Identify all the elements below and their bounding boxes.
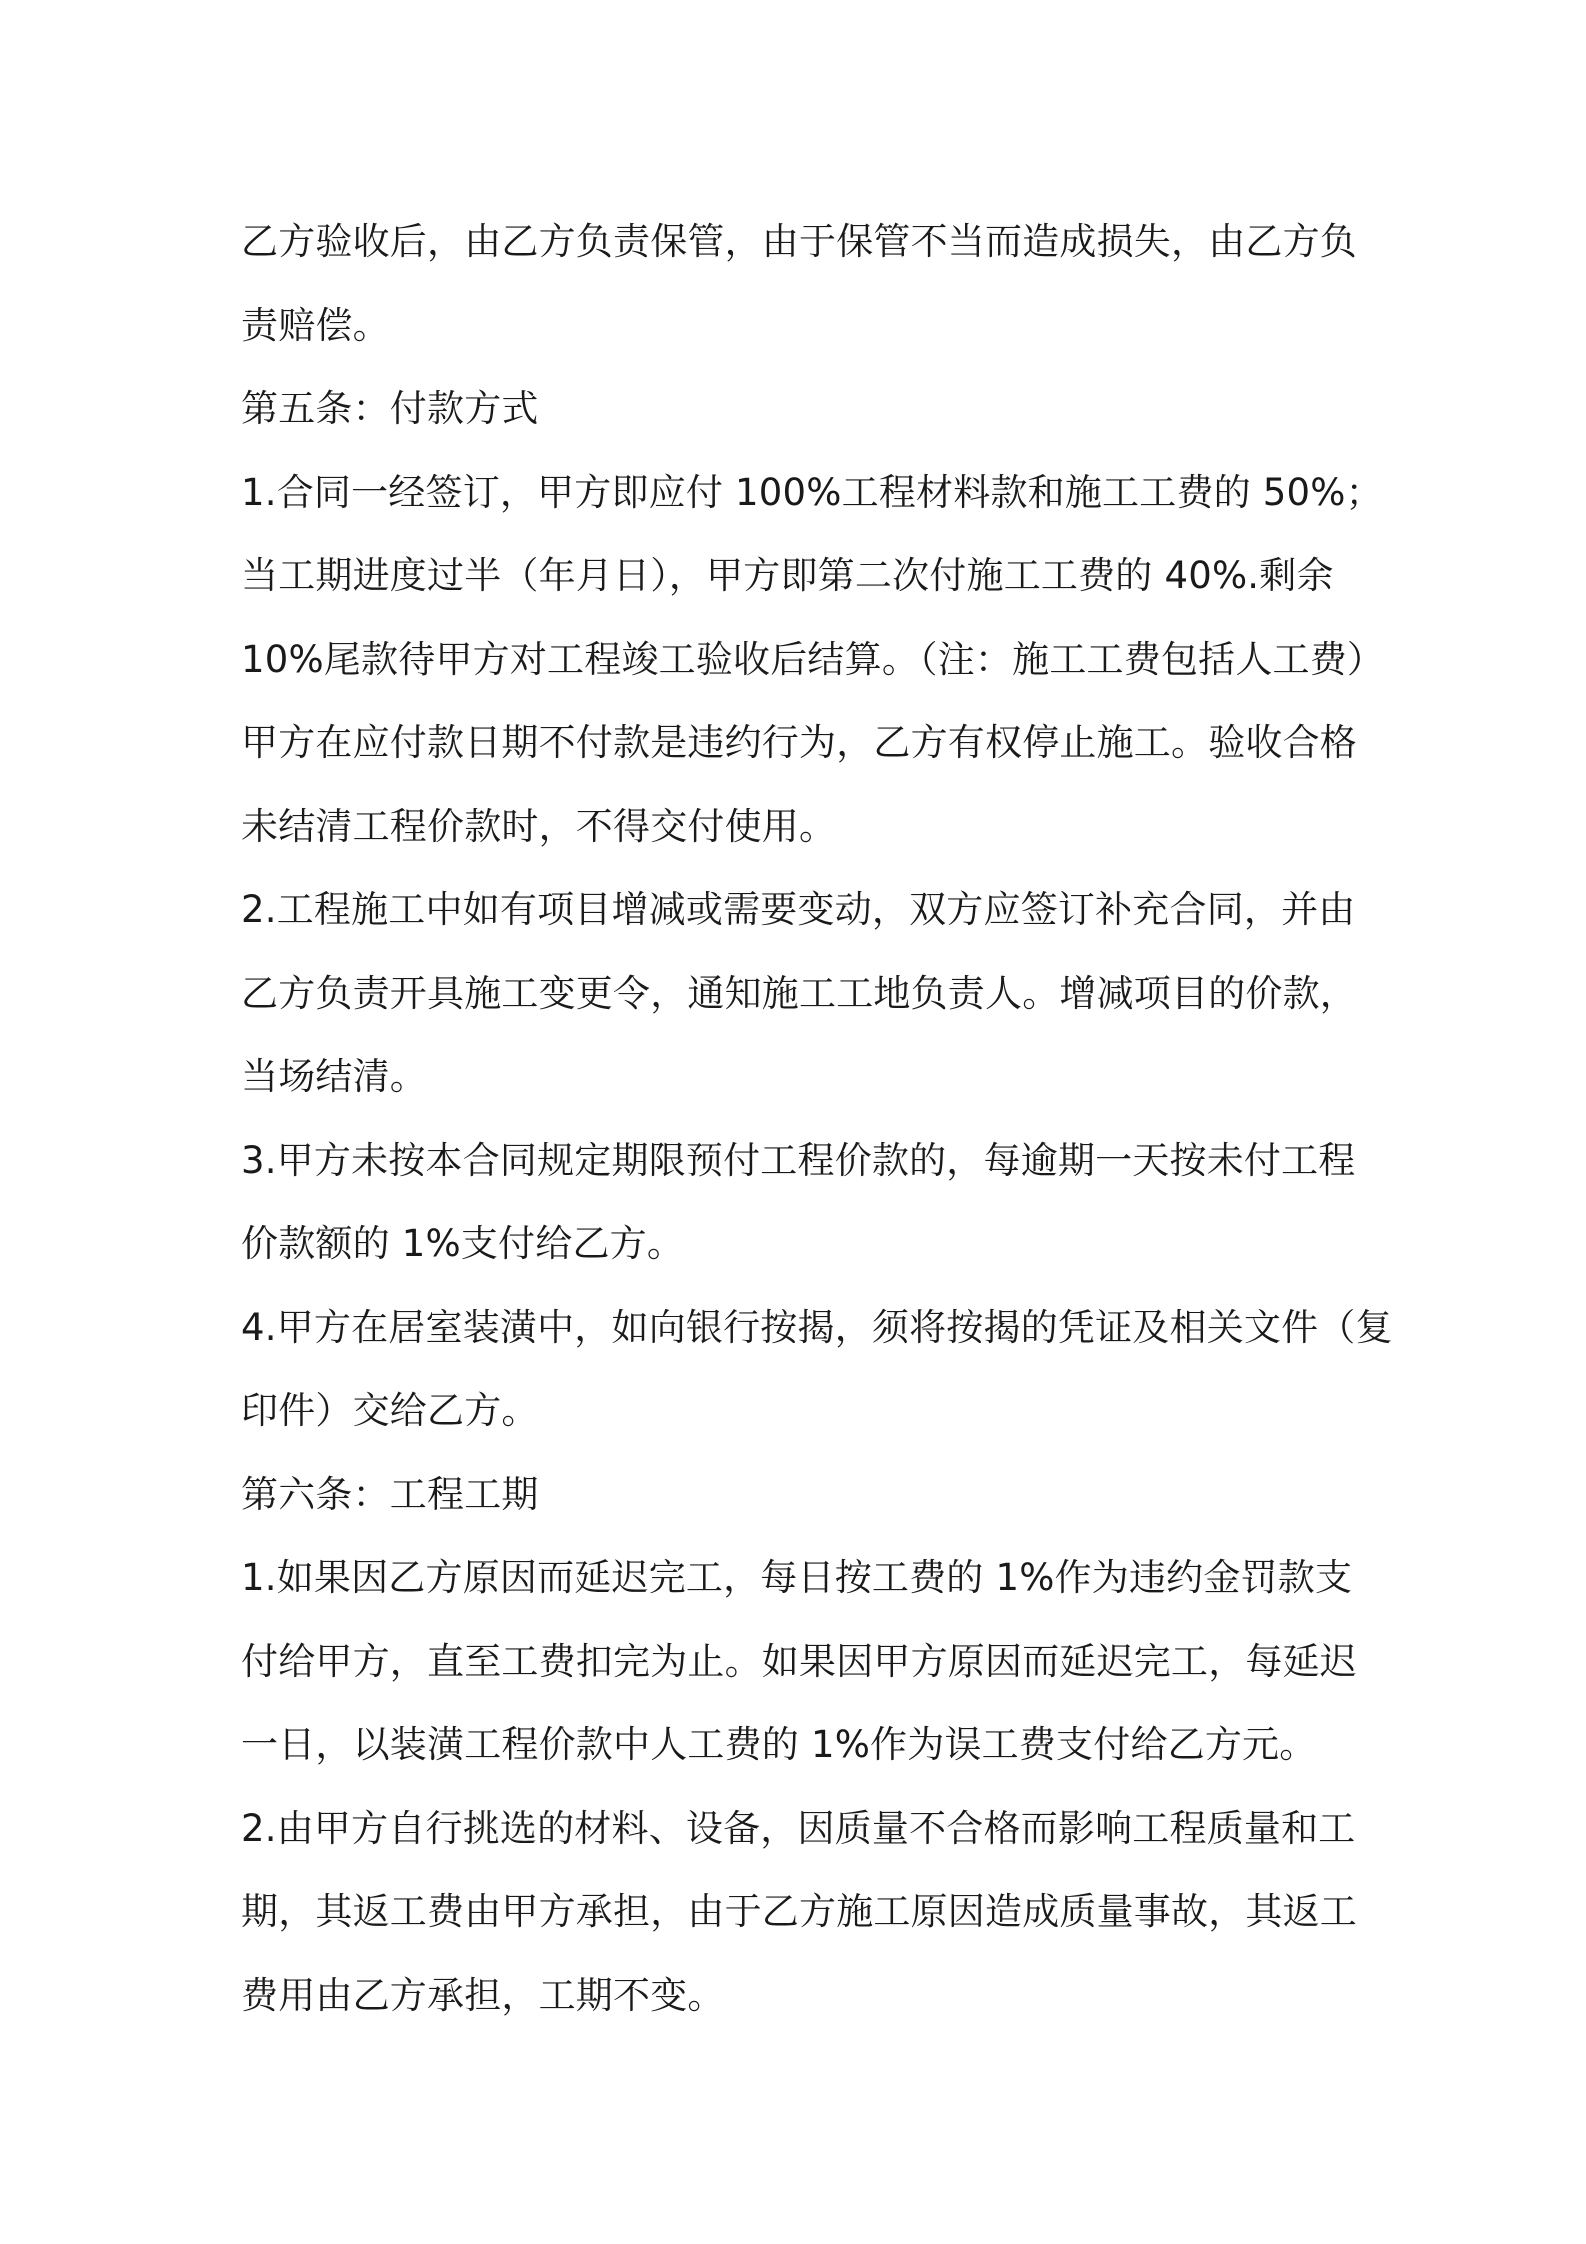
section-heading: 第五条：付款方式 [241, 387, 539, 430]
text-line: 3.甲方未按本合同规定期限预付工程价款的，每逾期一天按未付工程 [241, 1138, 1356, 1182]
text-line: 付给甲方，直至工费扣完为止。如果因甲方原因而延迟完工，每延迟 [241, 1639, 1357, 1683]
text-line: 费用由乙方承担，工期不变。 [241, 1973, 725, 2017]
document-body [241, 200, 1393, 2037]
text-line: 当工期进度过半（年月日），甲方即第二次付施工工费的 40%.剩余 [241, 554, 1334, 597]
section-heading: 第六条：工程工期 [241, 1472, 539, 1516]
text-line: 当场结清。 [241, 1055, 427, 1098]
text-line: 期，其返工费由甲方承担，由于乙方施工原因造成质量事故，其返工 [241, 1890, 1357, 1933]
text-line: 4.甲方在居室装潢中，如向银行按揭，须将按揭的凭证及相关文件（复 [241, 1305, 1393, 1349]
text-line: 10%尾款待甲方对工程竣工验收后结算。（注：施工工费包括人工费） [241, 637, 1385, 681]
text-line: 2.由甲方自行挑选的材料、设备，因质量不合格而影响工程质量和工 [241, 1806, 1356, 1850]
text-line: 未结清工程价款时，不得交付使用。 [241, 804, 837, 848]
text-line: 甲方在应付款日期不付款是违约行为，乙方有权停止施工。验收合格 [241, 721, 1357, 764]
text-line: 一日，以装潢工程价款中人工费的 1%作为误工费支付给乙方元。 [241, 1723, 1317, 1766]
text-line: 1.合同一经签订，甲方即应付 100%工程材料款和施工工费的 50%； [241, 470, 1383, 514]
text-line: 价款额的 1%支付给乙方。 [241, 1222, 685, 1265]
text-line: 2.工程施工中如有项目增减或需要变动，双方应签订补充合同，并由 [241, 888, 1356, 931]
text-line: 1.如果因乙方原因而延迟完工，每日按工费的 1%作为违约金罚款支 [241, 1556, 1353, 1599]
text-line: 责赔偿。 [241, 303, 390, 347]
text-line: 乙方负责开具施工变更令，通知施工工地负责人。增减项目的价款， [241, 971, 1357, 1015]
text-line: 乙方验收后，由乙方负责保管，由于保管不当而造成损失，由乙方负 [241, 220, 1357, 263]
text-line: 印件）交给乙方。 [241, 1389, 539, 1432]
